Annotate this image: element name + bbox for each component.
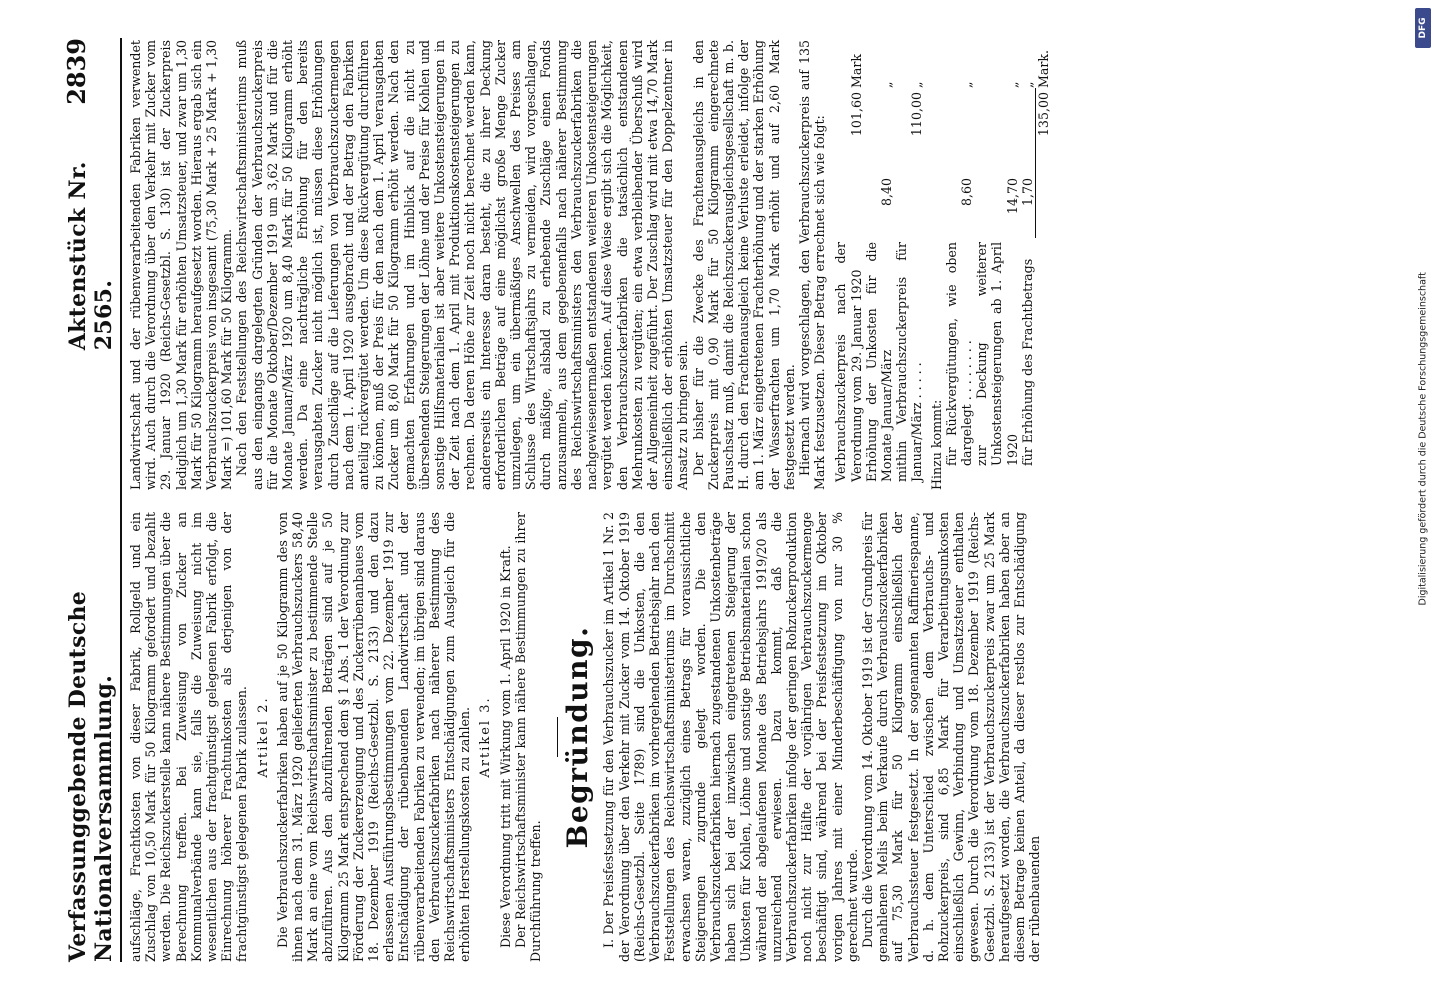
article-3-heading: Artikel 3. [478,696,494,778]
text-columns [128,38,1051,962]
calc-value: 8,60 [958,178,974,207]
left-column [128,512,1042,962]
calc-label: für Erhöhung des Frachtbetrags [1019,258,1035,466]
calc-value: 14,70 [1004,178,1020,215]
right-column [128,40,1051,490]
calc-row [944,40,974,490]
calc-total-unit: Mark. [1035,49,1051,88]
calc-unit: „ [958,81,974,88]
calc-value: 101,60 [848,92,864,137]
paragraph-article1-end: aufschläge, Frachtkosten von dieser Fabrik, Rollgeld und ein Zuschlag von 10,50 Mark für 50 Kilogramm gefordert und bezahlt werden. Die Reichszuckerstelle kann nähere Bestimmungen über die Berechnung treffen. Bei Zuweisung von Zucker an Kommunalverbände kann sie, falls die Zuweisung nicht im wesentlichen aus der frachtgünstigst gelegenen Fabrik erfolgt, die Einrechnung höherer Frachtunkosten als derjenigen von der frachtgünstigst gelegenen Fabrik zulassen. [128,512,250,962]
header-page-number: 2839 [62,38,91,105]
calc-label: mithin Verbrauchszuckerpreis für Januar/März . . . . . [894,242,925,482]
section-divider [557,717,558,757]
calc-row [864,40,894,490]
calc-label: für Rückvergütungen, wie oben dargelegt . . . . . . . . [943,242,974,466]
calc-unit: „ [1004,81,1020,88]
calc-label: Verbrauchszuckerpreis nach der Verordnung vom 29. Januar 1920 [833,242,864,482]
page-header [62,38,122,962]
section-title-begruendung: Begründung. [561,625,595,849]
calc-row [974,40,1020,490]
article-2-heading: Artikel 2. [255,696,271,778]
paragraph-begruendung-2: Durch die Verordnung vom 14. Oktober 1919 ist der Grundpreis für gemahlenen Melis beim Verkaufe durch Verbrauchszuckerfabriken auf 75,30 Mark für 50 Kilogramm einschließlich der Verbrauchssteuer festgesetzt. In der sogenannten Raffineriespanne, d. h. dem Unterschied zwischen dem Verbrauchs- und Rohzuckerpreis, sind 6,85 Mark für Verarbeitungsunkosten einschließlich Gewinn, Verbindung und Umsatzsteuer enthalten gewesen. Durch die Verordnung vom 18. Dezember 1919 (Reichs-Gesetzbl. S. 2133) ist der Verbrauchszuckerpreis zwar um 25 Mark heraufgesetzt worden, die Verbrauchszuckerfabriken haben aber an diesem Betrage keinen Anteil, da dieser restlos zur Entschädigung der rübenbauenden [859,512,1043,962]
digitization-credit-strip [1412,0,1434,1000]
paragraph-vorschlag: Hiernach wird vorgeschlagen, den Verbrauchszuckerpreis auf 135 Mark festzusetzen. Dieser Betrag errechnet sich wie folgt: [796,40,828,490]
paragraph-continued: Landwirtschaft und der rübenverarbeitenden Fabriken verwendet wird. Auch durch die Verordnung über den Verkehr mit Zucker vom 29. Januar 1920 (Reichs-Gesetzbl. S. 130) ist der Zuckerpreis lediglich um 1,30 Mark für erhöhten Umsatzsteuer, und zwar um 1,30 Mark für 50 Kilogramm heraufgesetzt worden. Hieraus ergab sich ein Verbrauchszuckerpreis von insgesamt (75,30 Mark + 25 Mark + 1,30 Mark =) 101,60 Mark für 50 Kilogramm. [128,40,235,490]
calc-total-row [1036,40,1051,490]
calc-row [894,40,924,490]
paragraph-frachtenausgleich: Der bisher für die Zwecke des Frachtenausgleichs in den Zuckerpreis mit 0,90 Mark für 50 Kilogramm eingerechnete Pauschsatz muß, damit die Reichszuckerausgleichsgesellschaft m. b. H. durch den Frachtenausgleich keine Verluste erleidet, infolge der am 1. März eingetretenen Frachterhöhung und der starken Erhöhung der Wasserfrachten um 1,70 Mark erhöht und auf 2,60 Mark festgesetzt werden. [690,40,797,490]
dfg-logo-text: DFG [1418,17,1428,39]
paragraph-begruendung-1: I. Der Preisfestsetzung für den Verbrauchszucker im Artikel 1 Nr. 2 der Verordnung über den Verkehr mit Zucker vom 14. Oktober 1919 (Reichs-Gesetzbl. Seite 1789) sind die Unkosten, die den Verbrauchszuckerfabriken im vorhergehenden Betriebsjahr nach den Feststellungen des Reichswirtschaftsministeriums im Durchschnitt erwachsen waren, zuzüglich eines Betrags für voraussichtliche Steigerungen zugrunde gelegt worden. Die den Verbrauchszuckerfabriken hiernach zugestandenen Unkostenbeträge haben sich bei der inzwischen eingetretenen Steigerung der Unkosten für Kohlen, Löhne und sonstige Betriebsmaterialien schon während der abgelaufenen Monate des Betriebsjahrs 1919/20 als unzureichend erwiesen. Dazu kommt, daß die Verbrauchszuckerfabriken infolge der geringen Rohzuckerproduktion noch nicht zur Hälfte der vorjährigen Verbrauchszuckermenge beschäftigt sind, während bei der Preisfestsetzung im Oktober vorigen Jahres mit einer Minderbeschäftigung von nur 30 % gerechnet wurde. [601,512,860,962]
paragraph-article2: Die Verbrauchszuckerfabriken haben auf je 50 Kilogramm des von ihnen nach dem 31. März 1920 gelieferten Verbrauchszuckers 58,40 Mark an eine vom Reichswirtschaftsminister zu bestimmende Stelle abzuführen. Aus den abzuführenden Beträgen sind auf je 50 Kilogramm 25 Mark entsprechend dem § 1 Abs. 1 der Verordnung zur Förderung der Zuckererzeugung und des Zuckerrübenanbaues vom 18. Dezember 1919 (Reichs-Gesetzbl. S. 2133) und den dazu erlassenen Ausführungsbestimmungen vom 22. Dezember 1919 zur Entschädigung der rübenbauenden Landwirtschaft und der rübenverarbeitenden Fabriken zu verwenden; im übrigen sind daraus den Verbrauchszuckerfabriken nach näherer Bestimmung des Reichswirtschaftsministers Entschädigungen zum Ausgleich für die erhöhten Herstellungskosten zu zahlen. [274,512,473,962]
calc-unit: „ [909,81,925,88]
calc-hinzu-label: Hinzu kommt: [928,399,944,490]
calc-row [1020,40,1035,490]
paragraph-article3-b: Der Reichswirtschaftsminister kann nähere Bestimmungen zu ihrer Durchführung treffen. [512,512,544,962]
price-calculation [833,40,1051,490]
digitization-credit-text: Digitalisierung gefördert durch die Deutsche Forschungsgemeinschaft [1417,272,1429,606]
paragraph-article3-a: Diese Verordnung tritt mit Wirkung vom 1. April 1920 in Kraft. [497,545,513,948]
calc-value: 8,40 [878,178,894,207]
calc-unit: „ [1019,81,1035,88]
calc-label: Erhöhung der Unkosten für die Monate Januar/März [863,242,894,482]
document-page [52,20,1382,980]
calc-row [833,40,863,490]
calc-unit: „ [878,81,894,88]
calc-row [929,40,944,490]
calc-value: 110,00 [909,92,925,137]
calc-total-value: 135,00 [1035,92,1051,137]
calc-unit: Mark [848,53,864,88]
header-document-number: Aktenstück Nr. 2565. [65,161,117,351]
calc-value: 1,70 [1019,178,1035,207]
header-publication-title: Verfassunggebende Deutsche Nationalversammlung. [65,590,117,962]
calc-label: zur Deckung weiterer Unkostensteigerungen ab 1. April 1920 [974,242,1020,466]
paragraph-feststellungen: Nach den Feststellungen des Reichswirtschaftsministeriums muß aus den eingangs dargelegten Gründen der Verbrauchszuckerpreis für die Monate Oktober/Dezember 1919 um 3,62 Mark und für die Monate Januar/März 1920 um 8,40 Mark für 50 Kilogramm erhöht werden. Da eine nachträgliche Erhöhung für den bereits verausgabten Zucker nicht möglich ist, müssen diese Erhöhungen durch Zuschläge auf die Lieferungen von Verbrauchszuckermengen nach dem 1. April 1920 ausgebracht und der Betrag den Fabriken anteilig rückvergütet werden. Um diese Rückvergütung durchführen zu können, muß der Preis für den nach dem 1. April verausgabten Zucker um 8,60 Mark für 50 Kilogramm erhöht werden. Nach den gemachten Erfahrungen und im Hinblick auf die nicht zu übersehenden Steigerungen der Löhne und der Preise für Kohlen und sonstige Hilfsmaterialien ist aber weitere Unkostensteigerungen in der Zeit nach dem 1. April mit Produktionskostensteigerungen zu rechnen. Da deren Höhe zur Zeit noch nicht berechnet werden kann, andererseits ein Interesse daran besteht, die zu ihrer Deckung erforderlichen Beträge auf eine möglichst große Menge Zucker umzulegen, um ein übermäßiges Anschwellen des Preises am Schlusse des Wirtschaftsjahrs zu vermeiden, wird vorgeschlagen, durch mäßige, alsbald zu erhebende Zuschläge einen Fonds anzusammeln, aus dem gegebenenfalls nach näherer Bestimmung des Reichswirtschaftsministers den Verbrauchszuckerfabriken die nachgewiesenermaßen entstandenen weiteren Unkostensteigerungen vergütet werden können. Auf diese Weise ergibt sich die Möglichkeit, den Verbrauchszuckerfabriken die tatsächlich entstandenen Mehrunkosten zu vergüten; ein etwa verbleibender Überschuß wird der Allgemeinheit zugeführt. Der Zuschlag wird mit etwa 14,70 Mark einschließlich der erhöhten Umsatzsteuer für den Doppelzentner in Ansatz zu bringen sein. [234,40,691,490]
